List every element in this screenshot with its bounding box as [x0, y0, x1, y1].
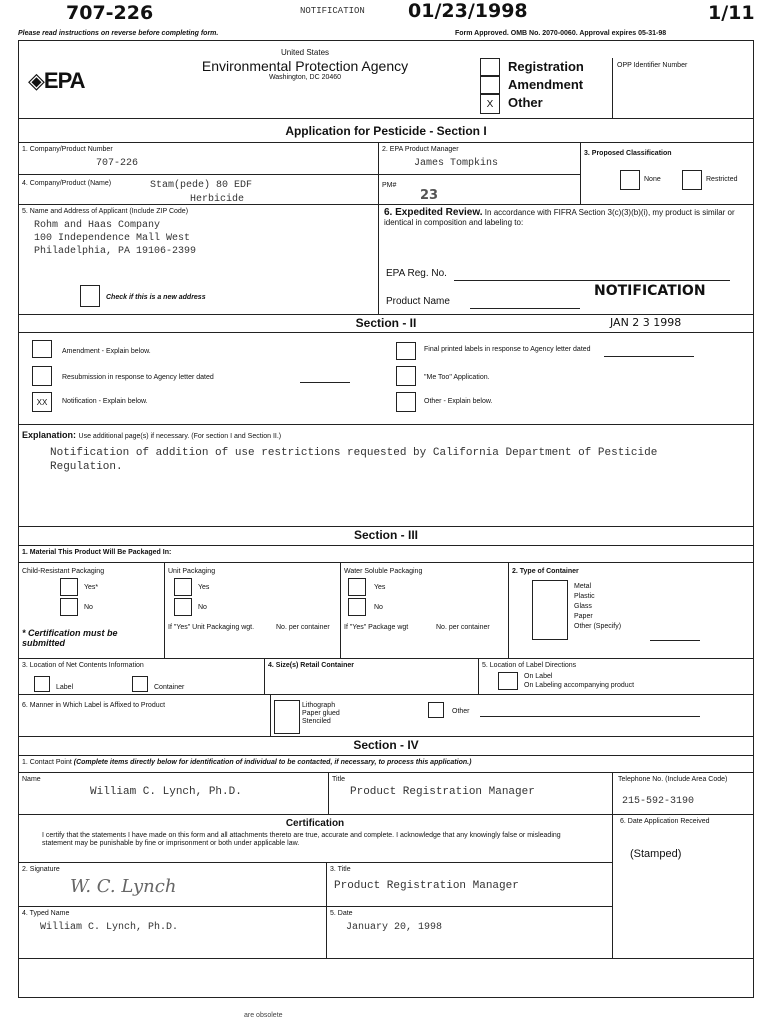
applicant-label: 5. Name and Address of Applicant (Include ZIP Code): [22, 208, 189, 215]
signature: W. C. Lynch: [70, 876, 177, 897]
label-dir-accompanying: On Labeling accompanying product: [524, 682, 635, 689]
section3-title: Section - III: [353, 528, 418, 542]
unit-weight-label: If "Yes" Unit Packaging wgt.: [168, 624, 255, 631]
container-other: Other (Specify): [574, 623, 622, 630]
water-no-label: No: [374, 604, 383, 611]
child-resistant-label: Child-Resistant Packaging: [22, 568, 105, 575]
label-dir-on-label: On Label: [524, 673, 553, 680]
option-other: Other: [508, 95, 543, 110]
section4-title: Section - IV: [353, 738, 419, 752]
classification-none-checkbox[interactable]: [620, 170, 640, 190]
explanation-text: Notification of addition of use restrictions requested by California Department of Pesticide Regulation.: [50, 447, 658, 473]
other-explain-label: Other - Explain below.: [424, 398, 493, 405]
handwritten-page: 1/11: [708, 2, 755, 24]
handwritten-reg-number: 707-226: [66, 2, 154, 24]
amendment-checkbox[interactable]: [480, 76, 500, 94]
net-container-checkbox[interactable]: [132, 676, 148, 692]
label-directions-checkbox[interactable]: [498, 672, 518, 690]
unit-no-per-container-label: No. per container: [276, 624, 330, 631]
applicant-line3: Philadelphia, PA 19106-2399: [34, 246, 197, 257]
company-product-name-line2: Herbicide: [190, 194, 245, 205]
new-address-checkbox[interactable]: [80, 285, 100, 307]
container-type-boxes[interactable]: [532, 580, 568, 640]
other-explain-checkbox[interactable]: [396, 392, 416, 412]
option-registration: Registration: [508, 59, 584, 74]
explanation-label: Explanation:: [22, 430, 77, 440]
unit-yes-label: Yes: [198, 584, 210, 591]
container-metal: Metal: [574, 583, 592, 590]
title2-label: 3. Title: [330, 866, 351, 873]
resubmission-checkbox[interactable]: [32, 366, 52, 386]
unit-yes-checkbox[interactable]: [174, 578, 192, 596]
epa-reg-label: EPA Reg. No.: [386, 268, 447, 279]
top-notification-text: NOTIFICATION: [300, 6, 365, 16]
child-no-checkbox[interactable]: [60, 598, 78, 616]
container-plastic: Plastic: [574, 593, 595, 600]
option-amendment: Amendment: [508, 77, 584, 92]
water-yes-label: Yes: [374, 584, 386, 591]
contact-name: William C. Lynch, Ph.D.: [90, 786, 242, 798]
net-container-text: Container: [154, 684, 185, 691]
notification-checkbox[interactable]: XX: [32, 392, 52, 412]
notification-explain-label: Notification - Explain below.: [62, 398, 148, 405]
manner-other-checkbox[interactable]: [428, 702, 444, 718]
type-container-label: 2. Type of Container: [512, 568, 579, 575]
section2-title: Section - II: [355, 316, 417, 330]
certification-text: I certify that the statements I have made on this form and all attachments thereto are true, accurate and complete. I acknowledge that any knowingly false or misleading statement may be punishable by fine or imprisonment or both under applicable law.: [42, 832, 561, 848]
proposed-classification-label: 3. Proposed Classification: [584, 150, 672, 157]
footer-text: are obsolete: [244, 1012, 283, 1019]
amendment-explain-label: Amendment - Explain below.: [62, 348, 151, 355]
stamped-label: (Stamped): [630, 848, 682, 860]
company-product-name-label: 4. Company/Product (Name): [22, 180, 112, 187]
unit-no-label: No: [198, 604, 207, 611]
pm-number: 23: [420, 188, 439, 203]
classification-restricted-checkbox[interactable]: [682, 170, 702, 190]
product-manager: James Tompkins: [414, 158, 499, 169]
retail-size-label: 4. Size(s) Retail Container: [268, 662, 354, 669]
contact-title: Product Registration Manager: [350, 786, 535, 798]
applicant-line1: Rohm and Haas Company: [34, 220, 161, 231]
classification-restricted-label: Restricted: [706, 176, 738, 183]
me-too-label: "Me Too" Application.: [424, 374, 490, 381]
manner-affixed-label: 6. Manner in Which Label is Affixed to Product: [22, 702, 166, 709]
expedited-review-text: In accordance with FIFRA Section 3(c)(3)(b)(i), my product is similar or identical in composition and labeling to:: [384, 208, 735, 227]
contact-point-label: 1. Contact Point: [22, 759, 72, 766]
date-label: 5. Date: [330, 910, 353, 917]
typed-name-label: 4. Typed Name: [22, 910, 70, 917]
final-labels-checkbox[interactable]: [396, 342, 416, 360]
explanation-hint: Use additional page(s) if necessary. (For section I and Section II.): [78, 433, 282, 440]
water-no-per-container-label: No. per container: [436, 624, 490, 631]
me-too-checkbox[interactable]: [396, 366, 416, 386]
epa-logo: ◈EPA: [28, 68, 85, 93]
phone-label: Telephone No. (Include Area Code): [618, 776, 728, 783]
container-paper: Paper: [574, 613, 593, 620]
net-label-checkbox[interactable]: [34, 676, 50, 692]
material-label: 1. Material This Product Will Be Packaged In:: [22, 549, 172, 556]
other-checkbox[interactable]: X: [480, 94, 500, 114]
typed-name: William C. Lynch, Ph.D.: [40, 922, 179, 933]
classification-none-label: None: [644, 176, 661, 183]
manner-lithograph: Lithograph: [302, 702, 336, 709]
company-product-number: 707-226: [96, 158, 139, 169]
stamp-date: JAN 2 3 1998: [610, 316, 682, 329]
company-product-name: Stam(pede) 80 EDF: [150, 180, 253, 191]
section1-title: Application for Pesticide - Section I: [285, 124, 487, 138]
agency-address: Washington, DC 20460: [268, 73, 342, 81]
applicant-line2: 100 Independence Mall West: [34, 233, 191, 244]
notification-stamp: NOTIFICATION: [594, 283, 706, 299]
new-address-label: Check if this is a new address: [106, 294, 206, 301]
agency-line1: United States: [280, 48, 330, 57]
water-no-checkbox[interactable]: [348, 598, 366, 616]
agency-name: Environmental Protection Agency: [201, 57, 409, 74]
date-value: January 20, 1998: [346, 922, 443, 933]
resubmission-label: Resubmission in response to Agency letter dated: [62, 374, 214, 381]
form-approval: Form Approved. OMB No. 2070-0060. Approval expires 05-31-98: [455, 30, 667, 37]
unit-packaging-label: Unit Packaging: [168, 568, 216, 575]
contact-name-label: Name: [22, 776, 41, 783]
child-yes-checkbox[interactable]: [60, 578, 78, 596]
net-label-text: Label: [56, 684, 74, 691]
registration-checkbox[interactable]: [480, 58, 500, 76]
expedited-review-title: 6. Expedited Review.: [384, 207, 483, 218]
company-product-number-label: 1. Company/Product Number: [22, 146, 113, 153]
signature-label: 2. Signature: [22, 866, 60, 873]
opp-identifier-label: OPP Identifier Number: [617, 62, 688, 69]
unit-no-checkbox[interactable]: [174, 598, 192, 616]
title2-value: Product Registration Manager: [334, 880, 519, 892]
label-directions-label: 5. Location of Label Directions: [482, 662, 577, 669]
package-weight-label: If "Yes" Package wgt: [344, 624, 409, 631]
date-received-label: 6. Date Application Received: [620, 818, 710, 825]
child-no-label: No: [84, 604, 93, 611]
pm-number-label: PM#: [382, 182, 397, 189]
child-yes-label: Yes*: [84, 584, 99, 591]
final-labels-label: Final printed labels in response to Agency letter dated: [424, 346, 591, 353]
certification-title: Certification: [285, 818, 345, 829]
phone-number: 215-592-3190: [622, 796, 695, 807]
contact-title-label: Title: [332, 776, 345, 783]
instructions-line: Please read instructions on reverse before completing form.: [18, 30, 219, 37]
container-glass: Glass: [574, 603, 592, 610]
manner-stenciled: Stenciled: [302, 718, 331, 725]
net-contents-label: 3. Location of Net Contents Information: [22, 662, 144, 669]
handwritten-date: 01/23/1998: [408, 0, 528, 22]
amendment-explain-checkbox[interactable]: [32, 340, 52, 358]
product-name-label: Product Name: [386, 296, 450, 307]
water-soluble-label: Water Soluble Packaging: [344, 568, 423, 575]
water-yes-checkbox[interactable]: [348, 578, 366, 596]
manner-checkboxes[interactable]: [274, 700, 300, 734]
contact-point-hint: (Complete items directly below for identification of individual to be contacted, if necessary, to process this application.): [73, 759, 472, 766]
product-manager-label: 2. EPA Product Manager: [382, 146, 459, 153]
certification-note: * Certification must be submitted: [22, 628, 118, 648]
manner-other-label: Other: [452, 708, 470, 715]
manner-paper-glued: Paper glued: [302, 710, 340, 717]
